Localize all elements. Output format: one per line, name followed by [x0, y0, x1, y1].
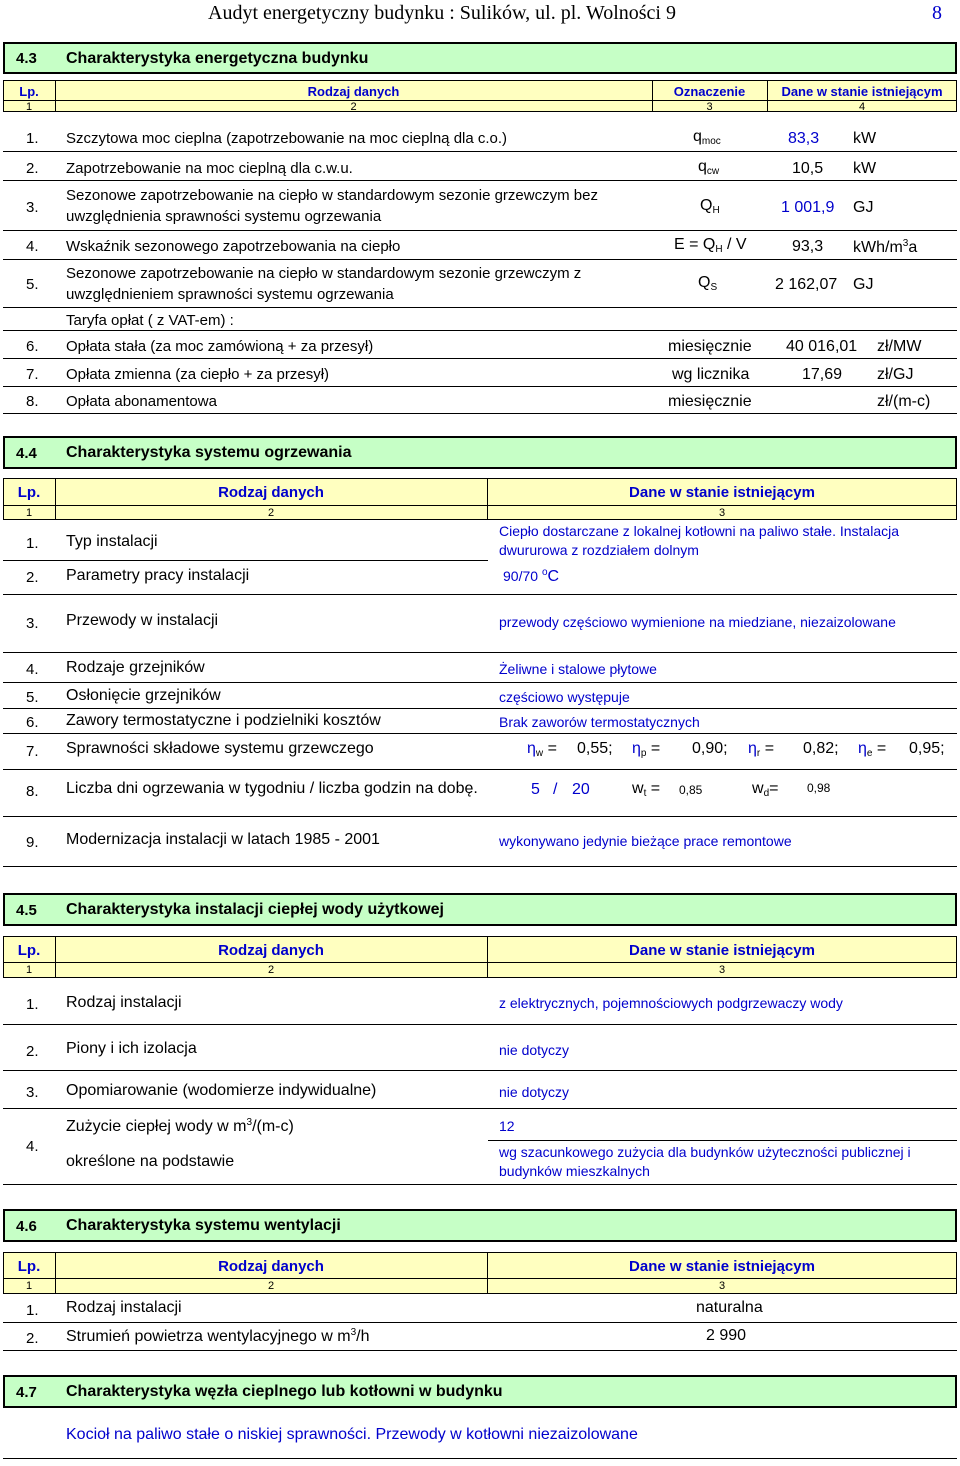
- divider: [3, 816, 957, 817]
- row-lp: 1.: [26, 996, 39, 1013]
- wt-value: 0,85: [679, 783, 703, 797]
- row-value-line2: dwururowa z rozdziałem dolnym: [499, 542, 699, 558]
- equals: =: [547, 740, 557, 757]
- row-label: Rodzaje grzejników: [66, 659, 205, 676]
- row-value: naturalna: [696, 1299, 763, 1316]
- divider: [3, 1458, 957, 1459]
- row-value: Brak zaworów termostatycznych: [499, 714, 700, 730]
- eta-p: [632, 740, 660, 759]
- row-value: 83,3: [788, 130, 820, 147]
- row-value: 2 162,07: [775, 276, 838, 293]
- page-title: Audyt energetyczny budynku : Sulików, ul. pl. Wolności 9: [208, 2, 676, 24]
- row-lp: 8.: [26, 783, 39, 800]
- col-dane: Dane w stanie istniejącym: [781, 84, 943, 99]
- divider: [3, 1350, 957, 1351]
- divider: [3, 1108, 957, 1109]
- row-label: Przewody w instalacji: [66, 612, 219, 629]
- row-value: 10,5: [792, 160, 824, 177]
- divider: [3, 307, 957, 308]
- symbol-sub: moc: [701, 136, 721, 147]
- symbol: q: [693, 128, 702, 145]
- row-unit: GJ: [853, 199, 874, 216]
- row-value: wykonywano jedynie bieżące prace remontowe: [499, 833, 792, 849]
- symbol: Q: [700, 197, 713, 214]
- row-lp: 1.: [26, 535, 39, 552]
- divider: [3, 413, 957, 414]
- col-num: 2: [267, 964, 275, 976]
- wt-symbol: w: [632, 780, 644, 797]
- equals: =: [650, 740, 661, 757]
- page-header: [0, 0, 960, 40]
- row-label: Osłonięcie grzejników: [66, 687, 221, 704]
- row-label: Sprawności składowe systemu grzewczego: [66, 740, 374, 757]
- col-num: 1: [25, 964, 33, 976]
- row-value: 2 990: [706, 1327, 747, 1344]
- row-symbol: miesięcznie: [668, 393, 752, 410]
- eta-e-value: 0,95;: [909, 740, 945, 757]
- row-unit: GJ: [853, 276, 874, 293]
- row-label: Opłata zmienna (za ciepło + za przesył): [66, 366, 330, 383]
- section-number: 4.3: [16, 50, 37, 67]
- divider: [3, 1184, 957, 1185]
- row-value-line1: 12: [499, 1118, 515, 1134]
- symbol: Q: [698, 274, 711, 291]
- eta-p-value: 0,90;: [692, 740, 728, 757]
- label-text: Zużycie ciepłej wody w m: [66, 1118, 247, 1135]
- section-number: 4.7: [16, 1384, 37, 1401]
- divider: [3, 1070, 957, 1071]
- row-label: Opomiarowanie (wodomierze indywidualne): [66, 1082, 377, 1099]
- section-text: Kocioł na paliwo stałe o niskiej sprawności. Przewody w kotłowni niezaizolowane: [66, 1426, 638, 1443]
- section-title: Charakterystyka instalacji ciepłej wody użytkowej: [66, 901, 444, 918]
- col-rodzaj: Rodzaj danych: [218, 942, 324, 959]
- row-unit: zł/GJ: [877, 366, 914, 383]
- row-label: Rodzaj instalacji: [66, 994, 182, 1011]
- row-value: z elektrycznych, pojemnościowych podgrzewaczy wody: [499, 995, 843, 1011]
- eta-symbol: η: [748, 740, 757, 757]
- divider: [3, 230, 957, 231]
- row-label: Opłata stała (za moc zamówioną + za przesył): [66, 338, 374, 355]
- col-num: 1: [25, 101, 33, 113]
- row-lp: 2.: [26, 1330, 39, 1347]
- row-lp: 4.: [26, 661, 39, 678]
- equals: =: [764, 740, 775, 757]
- row-lp: 2.: [26, 1043, 39, 1060]
- row-value: częściowo występuje: [499, 689, 630, 705]
- eta-sub: p: [640, 748, 647, 759]
- value-sup: o: [541, 567, 548, 578]
- row-lp: 7.: [26, 366, 39, 383]
- col-num: 2: [267, 507, 275, 519]
- row-unit: kW: [853, 130, 877, 147]
- col-num: 2: [350, 101, 357, 113]
- row-symbol: [698, 274, 717, 293]
- section-title: Charakterystyka systemu wentylacji: [66, 1217, 341, 1234]
- wd-sub: d: [763, 788, 770, 799]
- row-label: Opłata abonamentowa: [66, 393, 217, 410]
- symbol-sub: H: [712, 205, 720, 216]
- row-label-line1: Sezonowe zapotrzebowanie na ciepło w standardowym sezonie grzewczym z: [66, 265, 582, 282]
- days-value: 5: [531, 781, 540, 798]
- row-symbol: [674, 236, 747, 255]
- row-label: Typ instalacji: [66, 533, 158, 550]
- tariff-label: Taryfa opłat ( z VAT-em) :: [66, 312, 234, 329]
- row-symbol: [698, 158, 719, 177]
- row-value: nie dotyczy: [499, 1084, 570, 1100]
- row-value: 17,69: [802, 366, 843, 383]
- row-lp: 9.: [26, 834, 39, 851]
- row-unit: zł/(m-c): [877, 393, 931, 410]
- row-unit: zł/MW: [877, 338, 922, 355]
- row-symbol: wg licznika: [672, 366, 750, 383]
- row-value: 1 001,9: [781, 199, 835, 216]
- divider: [3, 151, 957, 152]
- wt-label: [632, 780, 660, 799]
- row-label-line1: Sezonowe zapotrzebowanie na ciepło w standardowym sezonie grzewczym bez: [66, 187, 598, 204]
- days-hours-slash: /: [553, 781, 558, 798]
- hours-value: 20: [572, 781, 590, 798]
- divider: [3, 866, 957, 867]
- col-dane: Dane w stanie istniejącym: [629, 942, 815, 959]
- row-label: Zapotrzebowanie na moc cieplną dla c.w.u.: [66, 160, 353, 177]
- row-label-line2: określone na podstawie: [66, 1153, 235, 1170]
- eta-symbol: η: [858, 740, 867, 757]
- row-lp: 5.: [26, 689, 39, 706]
- row-label-line1: [66, 1117, 294, 1136]
- equals: =: [769, 780, 779, 797]
- col-rodzaj: Rodzaj danych: [218, 484, 324, 501]
- symbol-sub: H: [715, 244, 723, 255]
- equals: =: [646, 780, 661, 797]
- row-lp: 5.: [26, 276, 39, 293]
- divider: [3, 769, 957, 770]
- row-lp: 3.: [26, 615, 39, 632]
- wd-value: 0,98: [807, 781, 831, 795]
- divider: [3, 330, 957, 331]
- col-num: 3: [718, 1280, 726, 1292]
- col-num: 4: [858, 101, 866, 113]
- row-lp: 3.: [26, 1084, 39, 1101]
- eta-e: [858, 740, 886, 759]
- section-title: Charakterystyka systemu ogrzewania: [66, 444, 352, 461]
- row-lp: 6.: [26, 338, 39, 355]
- col-rodzaj: Rodzaj danych: [307, 84, 400, 99]
- row-label: Piony i ich izolacja: [66, 1040, 197, 1057]
- row-value-line1: Ciepło dostarczane z lokalnej kotłowni na paliwo stałe. Instalacja: [499, 523, 899, 539]
- section-number: 4.6: [16, 1218, 37, 1235]
- row-value: przewody częściowo wymienione na miedziane, niezaizolowane: [499, 614, 896, 630]
- row-label: Wskaźnik sezonowego zapotrzebowania na ciepło: [66, 238, 401, 255]
- divider: [3, 259, 957, 260]
- wd-label: [752, 780, 778, 799]
- row-label: Szczytowa moc cieplna (zapotrzebowanie na moc cieplną dla c.o.): [66, 130, 508, 147]
- col-oznaczenie: Oznaczenie: [673, 84, 746, 99]
- unit-sup: 3: [902, 238, 909, 249]
- row-lp: 7.: [26, 743, 39, 760]
- row-lp: 1.: [26, 1302, 39, 1319]
- unit-post: a: [908, 239, 918, 256]
- col-lp: Lp.: [17, 484, 41, 501]
- symbol: q: [698, 158, 707, 175]
- eta-r: [748, 740, 774, 759]
- symbol-post: / V: [722, 236, 747, 253]
- label-sup: 3: [350, 1327, 357, 1338]
- row-label: Parametry pracy instalacji: [66, 567, 250, 584]
- col-num: 2: [267, 1280, 275, 1292]
- equals: =: [876, 740, 887, 757]
- row-lp: 1.: [26, 130, 39, 147]
- eta-symbol: η: [632, 740, 641, 757]
- divider: [3, 682, 957, 683]
- row-value: [503, 567, 559, 586]
- wd-symbol: w: [752, 780, 764, 797]
- row-symbol: miesięcznie: [668, 338, 752, 355]
- eta-symbol: η: [527, 740, 536, 757]
- row-label: [66, 1327, 369, 1346]
- row-lp: 8.: [26, 393, 39, 410]
- col-num: 3: [718, 964, 726, 976]
- col-num: 3: [718, 507, 726, 519]
- label-sup: 3: [246, 1117, 253, 1128]
- col-lp: Lp.: [17, 1258, 41, 1275]
- eta-sub: w: [535, 748, 544, 759]
- col-dane: Dane w stanie istniejącym: [629, 1258, 815, 1275]
- row-lp: 6.: [26, 714, 39, 731]
- divider: [3, 733, 957, 734]
- symbol: E = Q: [674, 236, 716, 253]
- divider: [3, 1322, 957, 1323]
- row-symbol: [700, 197, 720, 216]
- divider: [3, 505, 957, 506]
- symbol-sub: S: [710, 282, 718, 293]
- row-label: Zawory termostatyczne i podzielniki kosztów: [66, 712, 381, 729]
- col-num: 3: [706, 101, 713, 113]
- section-title: Charakterystyka energetyczna budynku: [66, 50, 369, 67]
- eta-sub: e: [866, 748, 873, 759]
- row-lp: 4.: [26, 238, 39, 255]
- section-title: Charakterystyka węzła cieplnego lub kotłowni w budynku: [66, 1383, 503, 1400]
- label-post: /(m-c): [252, 1118, 294, 1135]
- page-number: 8: [932, 2, 942, 24]
- row-label: Liczba dni ogrzewania w tygodniu / liczba godzin na dobę.: [66, 780, 478, 797]
- divider: [3, 1024, 957, 1025]
- section-number: 4.4: [16, 445, 37, 462]
- divider: [3, 708, 957, 709]
- col-lp: Lp.: [17, 942, 41, 959]
- row-label-line2: uwzględnieniem sprawności systemu ogrzewania: [66, 286, 394, 303]
- unit-text: kWh/m: [853, 239, 903, 256]
- row-value-line2: wg szacunkowego zużycia dla budynków użyteczności publicznej i: [499, 1144, 911, 1160]
- wt-sub: t: [643, 788, 647, 799]
- label-post: /h: [356, 1328, 370, 1345]
- divider: [488, 1140, 957, 1141]
- row-unit: kW: [853, 160, 877, 177]
- eta-w-value: 0,55;: [577, 740, 613, 757]
- col-lp: Lp.: [19, 84, 39, 99]
- eta-w: [527, 740, 557, 759]
- divider: [3, 358, 957, 359]
- divider: [3, 962, 957, 963]
- row-value: 40 016,01: [786, 338, 858, 355]
- value-post: C: [547, 568, 560, 585]
- divider: [3, 386, 957, 387]
- symbol-sub: cw: [706, 166, 720, 177]
- eta-sub: r: [756, 748, 761, 759]
- row-unit: [853, 238, 917, 257]
- label-text: Strumień powietrza wentylacyjnego w m: [66, 1328, 351, 1345]
- row-value: 93,3: [792, 238, 824, 255]
- row-value: Żeliwne i stalowe płytowe: [499, 661, 657, 677]
- row-lp: 2.: [26, 569, 39, 586]
- col-num: 1: [25, 507, 33, 519]
- eta-r-value: 0,82;: [803, 740, 839, 757]
- value-text: 90/70: [503, 568, 542, 584]
- row-lp: 3.: [26, 199, 39, 216]
- row-value: nie dotyczy: [499, 1042, 570, 1058]
- divider: [3, 1278, 957, 1279]
- divider: [3, 652, 957, 653]
- row-label: Modernizacja instalacji w latach 1985 - 2001: [66, 831, 380, 848]
- col-rodzaj: Rodzaj danych: [218, 1258, 324, 1275]
- divider: [3, 594, 957, 595]
- section-number: 4.5: [16, 902, 37, 919]
- row-lp: 2.: [26, 160, 39, 177]
- divider: [3, 560, 488, 561]
- row-label: Rodzaj instalacji: [66, 1299, 182, 1316]
- col-dane: Dane w stanie istniejącym: [629, 484, 815, 501]
- col-num: 1: [25, 1280, 33, 1292]
- row-symbol: [693, 128, 721, 147]
- row-lp: 4.: [26, 1138, 39, 1155]
- divider: [3, 180, 957, 181]
- row-value-line3: budynków mieszkalnych: [499, 1163, 650, 1179]
- row-label-line2: uwzględnienia sprawności systemu ogrzewania: [66, 208, 382, 225]
